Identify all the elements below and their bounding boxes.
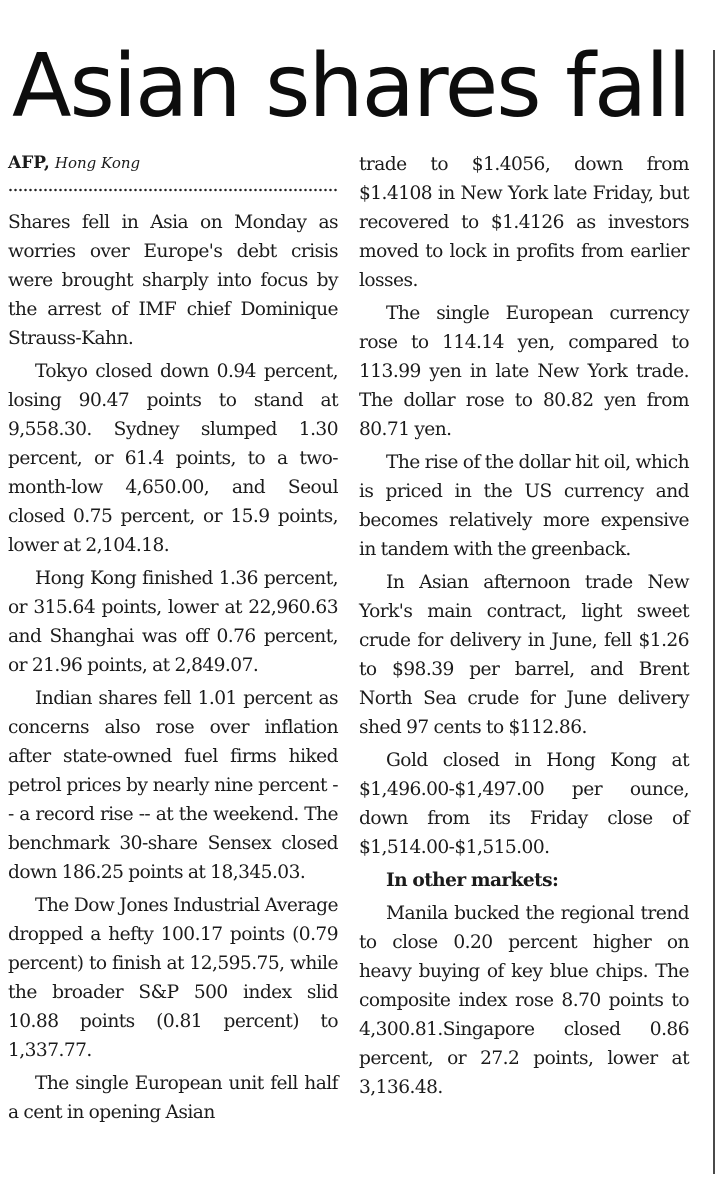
paragraph: Gold closed in Hong Kong at $1,496.00-$1,497.00 per ounce, down from its Friday close of $1,514.00-$1,515.00. [359,750,689,858]
dotted-divider [8,186,338,194]
paragraph: In Asian afternoon trade New York's main contract, light sweet crude for delivery in June, fell $1.26 to $98.39 per barrel, and Brent North Sea crude for June delivery shed 97 cents to $112.86. [359,572,689,738]
paragraph: The Dow Jones Industrial Average dropped a hefty 100.17 points (0.79 percent) to finish at 12,595.75, while the broader S&P 500 index slid 10.88 points (0.81 percent) to 1,337.77. [8,895,338,1061]
paragraph: Tokyo closed down 0.94 percent, losing 90.47 points to stand at 9,558.30. Sydney slumped 1.30 percent, or 61.4 points, to a two-month-low 4,650.00, and Seoul closed 0.75 percent, or 15.9 points, lower at 2,104.18. [8,361,338,556]
byline-location: Hong Kong [54,154,141,172]
paragraph: The single European unit fell half a cent in opening Asian [8,1073,338,1123]
paragraph: Indian shares fell 1.01 percent as concerns also rose over inflation after state-owned fuel firms hiked petrol prices by nearly nine percent -- a record rise -- at the weekend. The benchmark 30-share Sensex closed down 186.25 points at 18,345.03. [8,688,338,883]
headline: Asian shares fall [12,35,690,137]
paragraph-continuation: trade to $1.4056, down from $1.4108 in New York late Friday, but recovered to $1.4126 as investors moved to lock in profits from earlier losses. [359,154,689,291]
byline [8,150,338,176]
paragraph: Hong Kong finished 1.36 percent, or 315.64 points, lower at 22,960.63 and Shanghai was off 0.76 percent, or 21.96 points, at 2,849.07. [8,568,338,676]
paragraph: Shares fell in Asia on Monday as worries over Europe's debt crisis were brought sharply into focus by the arrest of IMF chief Dominique Strauss-Kahn. [8,212,338,349]
column-rule [713,50,715,1174]
paragraph: The single European currency rose to 114.14 yen, compared to 113.99 yen in late New York trade. The dollar rose to 80.82 yen from 80.71 yen. [359,303,689,440]
byline-agency: AFP, [8,153,50,173]
paragraph: The rise of the dollar hit oil, which is priced in the US currency and becomes relatively more expensive in tandem with the greenback. [359,452,689,560]
left-column [8,150,338,1127]
subheading: In other markets: [386,870,559,891]
paragraph: Manila bucked the regional trend to close 0.20 percent higher on heavy buying of key blue chips. The composite index rose 8.70 points to 4,300.81.Singapore closed 0.86 percent, or 27.2 points, lower at 3,136.48. [359,903,689,1098]
right-column [359,150,689,1102]
